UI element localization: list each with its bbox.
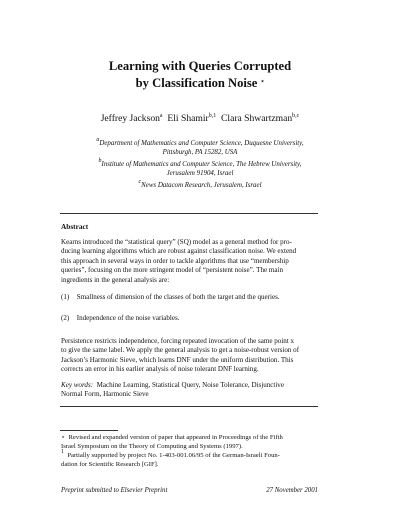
author-name: Jeffrey Jackson — [100, 113, 160, 124]
footnote-text: Partially supported by project No. 1-403-001.06/95 of the German-Israeli Foun- — [67, 452, 280, 459]
list-item-text: Independence of the noise variables. — [76, 314, 180, 322]
abstract-top-rule — [60, 213, 318, 214]
abstract-line: corrects an error in his earlier analysis of noise tolerant DNF learning. — [61, 365, 259, 374]
keywords — [61, 381, 319, 400]
affiliation-mark: a — [96, 137, 100, 143]
abstract-line: Kearns introduced the “statistical query” (SQ) model as a general method for pro- — [61, 238, 292, 246]
affiliation-line — [0, 160, 400, 169]
affiliation-line — [0, 181, 400, 190]
preprint-note: Preprint submitted to Elsevier Preprint — [61, 487, 168, 494]
author-name: Clara Shwartzman — [221, 113, 293, 124]
abstract-list-item — [61, 314, 319, 323]
author-list — [0, 113, 400, 125]
abstract-heading: Abstract — [61, 222, 89, 231]
abstract-line: to give the same label. We apply the general analysis to get a noise-robust version of — [61, 346, 300, 355]
abstract-line: ducing learning algorithms which are robust against classification noise. We extend — [61, 247, 297, 256]
affiliation-mark: b — [98, 158, 102, 164]
footnote-mark: ⋆ — [61, 434, 66, 441]
footnote-line — [61, 449, 323, 461]
abstract-line: this approach in several ways in order to tackle algorithms that use “membership — [61, 256, 289, 265]
keywords-text: Machine Learning, Statistical Query, Noise Tolerance, Disjunctive — [96, 381, 284, 389]
title-footnote-mark: ⋆ — [260, 79, 265, 85]
footnote-line: dation for Scientific Research [GIF]. — [61, 460, 159, 468]
keywords-label: Key words: — [61, 381, 94, 389]
abstract-paragraph — [61, 238, 319, 285]
abstract-line: Jackson’s Harmonic Sieve, which learns DNF under the uniform distribution. This — [61, 355, 294, 364]
abstract-line: queries”, focusing on the more stringent model of “persistent noise”. The main — [61, 266, 283, 275]
affiliation — [0, 181, 400, 190]
affiliation-text: Institute of Mathematics and Computer Science, The Hebrew University, — [101, 161, 302, 168]
author-name: Eli Shamir — [167, 113, 209, 124]
footnote-rule — [60, 430, 118, 431]
abstract-line: Persistence restricts independence, forcing repeated invocation of the same point x — [61, 337, 295, 345]
keywords-line — [61, 381, 319, 390]
abstract-paragraph — [61, 337, 319, 375]
list-item-number: (2) — [61, 314, 70, 322]
author-affiliation-mark: a — [159, 113, 163, 119]
affiliation-text: Department of Mathematics and Computer Science, Duquesne University, — [99, 140, 304, 147]
abstract-bottom-rule — [60, 406, 318, 407]
title-line-2-text: by Classification Noise — [135, 76, 258, 90]
footnote — [61, 434, 323, 451]
affiliation — [0, 160, 400, 179]
affiliation-line: Jerusalem 91904, Israel — [166, 170, 234, 178]
affiliation-text: News Datacom Research, Jerusalem, Israel — [141, 182, 262, 189]
affiliation-line — [0, 139, 400, 148]
footnote-mark: 1 — [61, 449, 64, 455]
author-affiliation-mark: b,1 — [208, 113, 217, 119]
affiliation — [0, 139, 400, 158]
paper-title — [0, 58, 400, 92]
affiliation-line: Pittsburgh, PA 15282, USA — [162, 149, 238, 157]
abstract-line: ingredients in the general analysis are: — [61, 275, 170, 284]
author-affiliation-mark: b,c — [292, 113, 300, 119]
abstract-list-item — [61, 293, 319, 302]
footnote-text: Revised and expanded version of paper that appeared in Proceedings of the Fifth — [68, 434, 283, 441]
keywords-line: Normal Form, Harmonic Sieve — [61, 390, 149, 399]
footnote-line — [61, 434, 323, 443]
footnote-line: Israel Symposium on the Theory of Computing and Systems (1997). — [61, 442, 243, 450]
footnote — [61, 449, 323, 469]
preprint-date: 27 November 2001 — [266, 487, 318, 494]
list-item-text: Smallness of dimension of the classes of both the target and the queries. — [76, 293, 280, 301]
title-line-1: Learning with Queries Corrupted — [108, 59, 292, 73]
list-item-number: (1) — [61, 293, 70, 301]
affiliation-mark: c — [138, 179, 142, 185]
title-line-2 — [0, 75, 400, 92]
